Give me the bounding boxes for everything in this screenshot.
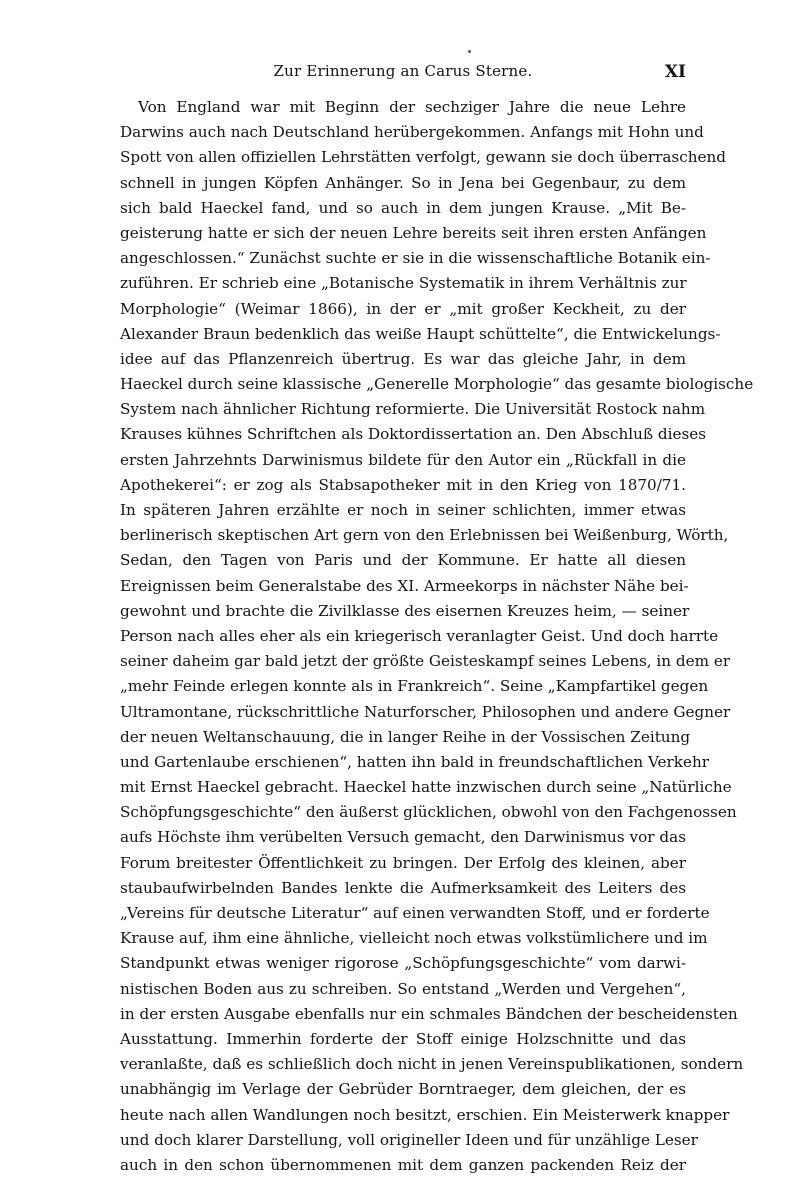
text-line: sich bald Haeckel fand, und so auch in dem jungen Krause. „Mit Be- (120, 198, 686, 217)
text-line: geisterung hatte er sich der neuen Lehre bereits seit ihren ersten Anfängen (120, 223, 707, 242)
body-text (120, 95, 754, 1178)
page-number: XI (664, 62, 686, 82)
text-line: Apothekerei“: er zog als Stabsapotheker mit in den Krieg von 1870/71. (120, 475, 686, 494)
text-line: veranlaßte, daß es schließlich doch nicht in jenen Vereinspublikationen, sondern (120, 1055, 744, 1074)
text-line: Person nach alles eher als ein kriegerisch veranlagter Geist. Und doch harrte (120, 626, 719, 645)
print-speck (468, 50, 471, 53)
text-line: schnell in jungen Köpfen Anhänger. So in Jena bei Gegenbaur, zu dem (120, 173, 686, 192)
text-line: „Vereins für deutsche Literatur“ auf einen verwandten Stoff, und er forderte (120, 904, 710, 922)
text-line: nistischen Boden aus zu schreiben. So entstand „Werden und Vergehen“, (120, 979, 686, 998)
page-header (120, 62, 686, 88)
text-line: Von England war mit Beginn der sechziger Jahre die neue Lehre (138, 98, 686, 116)
text-line: staubaufwirbelnden Bandes lenkte die Aufmerksamkeit des Leiters des (120, 878, 686, 897)
text-line: berlinerisch skeptischen Art gern von den Erlebnissen bei Weißenburg, Wörth, (120, 526, 729, 545)
text-line: Krause auf, ihm eine ähnliche, vielleicht noch etwas volkstümlichere und im (120, 929, 708, 948)
text-line: Ereignissen beim Generalstabe des XI. Armeekorps in nächster Nähe bei- (120, 576, 689, 595)
text-line: Krauses kühnes Schriftchen als Doktordissertation an. Den Abschluß dieses (120, 425, 707, 444)
text-line: Forum breitester Öffentlichkeit zu bringen. Der Erfolg des kleinen, aber (120, 853, 686, 872)
text-line: der neuen Weltanschauung, die in langer Reihe in der Vossischen Zeitung (120, 727, 691, 746)
text-line: angeschlossen.“ Zunächst suchte er sie in die wissenschaftliche Botanik ein- (120, 249, 711, 268)
text-line: Haeckel durch seine klassische „Generelle Morphologie“ das gesamte biologische (120, 375, 754, 394)
text-line: auch in den schon übernommenen mit dem ganzen packenden Reiz der (120, 1155, 686, 1174)
text-line: Ausstattung. Immerhin forderte der Stoff einige Holzschnitte und das (120, 1029, 686, 1048)
text-line: gewohnt und brachte die Zivilklasse des eisernen Kreuzes heim, — seiner (120, 601, 690, 620)
text-line: aufs Höchste ihm verübelten Versuch gemacht, den Darwinismus vor das (120, 828, 686, 847)
text-line: Sedan, den Tagen von Paris und der Kommune. Er hatte all diesen (120, 551, 686, 570)
text-line: Schöpfungsgeschichte“ den äußerst glücklichen, obwohl von den Fachgenossen (120, 803, 737, 822)
text-line: in der ersten Ausgabe ebenfalls nur ein schmales Bändchen der bescheidensten (120, 1004, 738, 1023)
text-line: und Gartenlaube erschienen“, hatten ihn bald in freundschaftlichen Verkehr (120, 752, 710, 771)
text-line: ersten Jahrzehnts Darwinismus bildete für den Autor ein „Rückfall in die (120, 450, 686, 469)
text-line: mit Ernst Haeckel gebracht. Haeckel hatte inzwischen durch seine „Natürliche (120, 778, 732, 797)
text-line: zuführen. Er schrieb eine „Botanische Systematik in ihrem Verhältnis zur (120, 274, 687, 293)
text-line: Spott von allen offiziellen Lehrstätten verfolgt, gewann sie doch überraschend (120, 148, 726, 167)
text-line: „mehr Feinde erlegen konnte als in Frankreich“. Seine „Kampfartikel gegen (120, 677, 709, 696)
text-line: Darwins auch nach Deutschland herübergekommen. Anfangs mit Hohn und (120, 123, 704, 142)
text-line: und doch klarer Darstellung, voll origineller Ideen und für unzählige Leser (120, 1130, 698, 1149)
text-line: Alexander Braun bedenklich das weiße Haupt schüttelte“, die Entwickelungs- (120, 324, 721, 343)
text-line: heute nach allen Wandlungen noch besitzt, erschien. Ein Meisterwerk knapper (120, 1105, 730, 1124)
text-line: Standpunkt etwas weniger rigorose „Schöpfungsgeschichte“ vom darwi- (120, 954, 686, 973)
text-line: idee auf das Pflanzenreich übertrug. Es war das gleiche Jahr, in dem (120, 349, 686, 368)
text-line: Ultramontane, rückschrittliche Naturforscher, Philosophen und andere Gegner (120, 702, 731, 721)
text-line: unabhängig im Verlage der Gebrüder Borntraeger, dem gleichen, der es (120, 1080, 686, 1099)
running-head: Zur Erinnerung an Carus Sterne. (273, 62, 533, 80)
text-line: System nach ähnlicher Richtung reformierte. Die Universität Rostock nahm (120, 400, 706, 419)
text-line: In späteren Jahren erzählte er noch in seiner schlichten, immer etwas (120, 501, 686, 519)
text-line: seiner daheim gar bald jetzt der größte Geisteskampf seines Lebens, in dem er (120, 652, 731, 671)
text-line: Morphologie“ (Weimar 1866), in der er „mit großer Keckheit, zu der (120, 299, 686, 318)
